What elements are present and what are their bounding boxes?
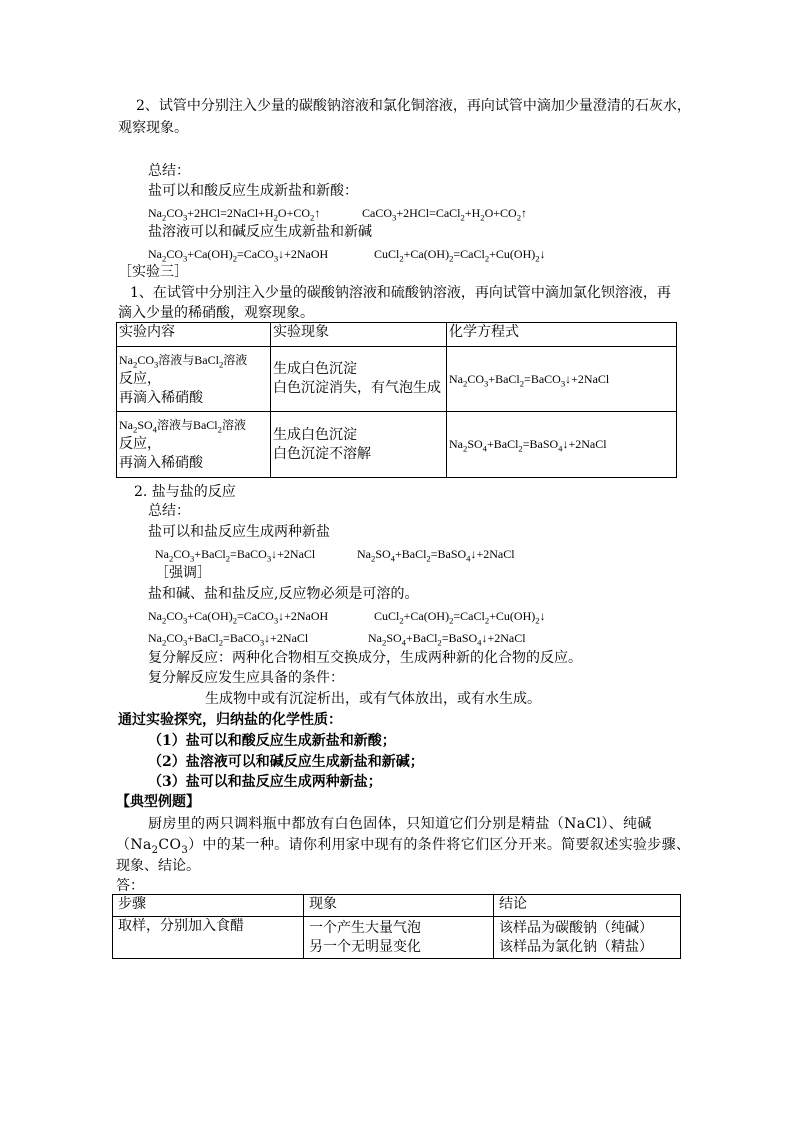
salt-salt-rule: 盐可以和盐反应生成两种新盐 bbox=[148, 524, 330, 540]
salt-salt-eq-3: $Na_2CO_3+Ca(OH)_2=CaCO_3↓+2NaOH$ bbox=[148, 609, 329, 626]
exp3-row2-phenomena bbox=[271, 412, 447, 478]
exp3-row1-content bbox=[117, 347, 271, 412]
exp3-table bbox=[116, 322, 677, 478]
emphasis-text: 盐和碱、盐和盐反应,反应物必须是可溶的。 bbox=[148, 586, 419, 602]
eq-acid-1: $Na_2CO_3+2HCl=2NaCl+H_2O+CO_2↑$ bbox=[148, 206, 321, 223]
exp3-header-content: 实验内容 bbox=[117, 323, 271, 347]
exp3-row1-content-line3: 再滴入稀硝酸 bbox=[119, 389, 203, 406]
exp3-row1-phenomenon-2: 白色沉淀消失，有气泡生成 bbox=[273, 380, 441, 396]
salt-salt-eq-6: $Na_2SO_4+BaCl_2=BaSO_4↓+2NaCl$ bbox=[368, 631, 526, 648]
exp3-table-header bbox=[117, 323, 677, 347]
exp3-row1-phenomenon-1: 生成白色沉淀 bbox=[273, 361, 357, 377]
exp3-row1-equation-text: $Na_2CO_3+BaCl_2=BaCO_3↓+2NaCl$ bbox=[449, 371, 610, 388]
answer-table bbox=[112, 894, 681, 959]
table-row bbox=[113, 917, 681, 959]
exp3-row1-equation bbox=[447, 347, 677, 412]
answer-table-header bbox=[113, 895, 681, 917]
exp3-header-phenomena: 实验现象 bbox=[271, 323, 447, 347]
summary-title: 总结： bbox=[148, 163, 190, 179]
exp3-row2-phenomenon-1: 生成白色沉淀 bbox=[273, 426, 357, 443]
double-decomposition-definition: 复分解反应：两种化合物相互交换成分，生成两种新的化合物的反应。 bbox=[148, 650, 582, 666]
answer-header-conclusion: 结论 bbox=[494, 895, 681, 917]
answer-conclusion-2: 该样品为氯化钠（精盐） bbox=[499, 938, 653, 955]
salt-salt-eq-5: $Na_2CO_3+BaCl_2=BaCO_3↓+2NaCl$ bbox=[148, 631, 309, 648]
answer-header-phenomena: 现象 bbox=[304, 895, 494, 917]
exp3-row2-equation-text: $Na_2SO_4+BaCl_2=BaSO_4↓+2NaCl$ bbox=[449, 437, 607, 454]
conditions-title: 复分解反应发生应具备的条件： bbox=[148, 670, 344, 686]
conditions-text: 生成物中或有沉淀析出，或有气体放出，或有水生成。 bbox=[205, 691, 541, 707]
exp3-row1-content-line1: $Na_2CO_3$溶液与BaCl$_2$溶液 bbox=[119, 352, 248, 369]
answer-conclusion-1: 该样品为碳酸钠（纯碱） bbox=[499, 919, 653, 936]
answer-phenomenon-1: 一个产生大量气泡 bbox=[309, 919, 421, 936]
salt-salt-eq-1: $Na_2CO_3+BaCl_2=BaCO_3↓+2NaCl$ bbox=[155, 547, 316, 564]
conclusion-item-1: （1）盐可以和酸反应生成新盐和新酸； bbox=[148, 733, 396, 749]
emphasis-label: ［强调］ bbox=[155, 565, 211, 581]
exp3-row2-content-line3: 再滴入稀硝酸 bbox=[119, 455, 203, 471]
conclusion-item-2: （2）盐溶液可以和碱反应生成新盐和新碱； bbox=[148, 754, 424, 770]
answer-step: 取样，分别加入食醋 bbox=[113, 917, 304, 959]
exp3-heading: ［实验三］ bbox=[118, 264, 188, 280]
exp3-header-equation: 化学方程式 bbox=[447, 323, 677, 347]
example-line-3: 现象、结论。 bbox=[116, 858, 200, 874]
salt-salt-summary-title: 总结： bbox=[148, 503, 190, 519]
table-row bbox=[117, 412, 677, 478]
exp3-line-2: 滴入少量的稀硝酸，观察现象。 bbox=[118, 305, 314, 321]
table-row bbox=[117, 347, 677, 412]
exp3-line-1: 1、在试管中分别注入少量的碳酸钠溶液和硫酸钠溶液，再向试管中滴加氯化钡溶液，再 bbox=[130, 285, 671, 301]
answer-label: 答： bbox=[116, 878, 144, 894]
conclusion-title: 通过实验探究，归纳盐的化学性质： bbox=[118, 712, 342, 728]
acid-rule: 盐可以和酸反应生成新盐和新酸： bbox=[148, 183, 358, 199]
example-line-2: $(Na_2CO_3)$中的某一种。请你利用家中现有的条件将它们区分开来。简要叙述实验步骤、 bbox=[116, 837, 691, 856]
exp3-row2-equation bbox=[447, 412, 677, 478]
eq-acid-2: $CaCO_3+2HCl=CaCl_2+H_2O+CO_2↑$ bbox=[362, 206, 528, 223]
q2-line-2: 观察现象。 bbox=[118, 120, 188, 136]
salt-salt-eq-2: $Na_2SO_4+BaCl_2=BaSO_4↓+2NaCl$ bbox=[357, 547, 515, 564]
exp3-row2-content-line1: $Na_2SO_4$溶液与BaCl$_2$溶液 bbox=[119, 418, 246, 435]
exp3-row1-content-line2: 反应， bbox=[119, 370, 161, 387]
answer-header-step: 步骤 bbox=[113, 895, 304, 917]
base-rule: 盐溶液可以和碱反应生成新盐和新碱 bbox=[148, 224, 372, 240]
eq-base-1: $Na_2CO_3+Ca(OH)_2=CaCO_3↓+2NaOH$ bbox=[148, 247, 329, 264]
example-line-1: 厨房里的两只调料瓶中都放有白色固体，只知道它们分别是精盐（NaCl）、纯碱 bbox=[148, 816, 652, 832]
example-heading: 【典型例题】 bbox=[116, 794, 200, 810]
eq-base-2: $CuCl_2+Ca(OH)_2=CaCl_2+Cu(OH)_2↓$ bbox=[374, 247, 546, 264]
exp3-row2-content bbox=[117, 412, 271, 478]
salt-salt-heading: 2. 盐与盐的反应 bbox=[134, 484, 236, 500]
exp3-row2-phenomenon-2: 白色沉淀不溶解 bbox=[273, 445, 371, 462]
exp3-row1-phenomena bbox=[271, 347, 447, 412]
q2-line-1: 2、试管中分别注入少量的碳酸钠溶液和氯化铜溶液，再向试管中滴加少量澄清的石灰水， bbox=[136, 98, 691, 114]
answer-phenomena bbox=[304, 917, 494, 959]
conclusion-item-3: （3）盐可以和盐反应生成两种新盐； bbox=[148, 774, 382, 790]
exp3-row2-content-line2: 反应， bbox=[119, 436, 161, 452]
salt-salt-eq-4: $CuCl_2+Ca(OH)_2=CaCl_2+Cu(OH)_2↓$ bbox=[374, 609, 546, 626]
answer-conclusions bbox=[494, 917, 681, 959]
answer-phenomenon-2: 另一个无明显变化 bbox=[309, 938, 421, 955]
